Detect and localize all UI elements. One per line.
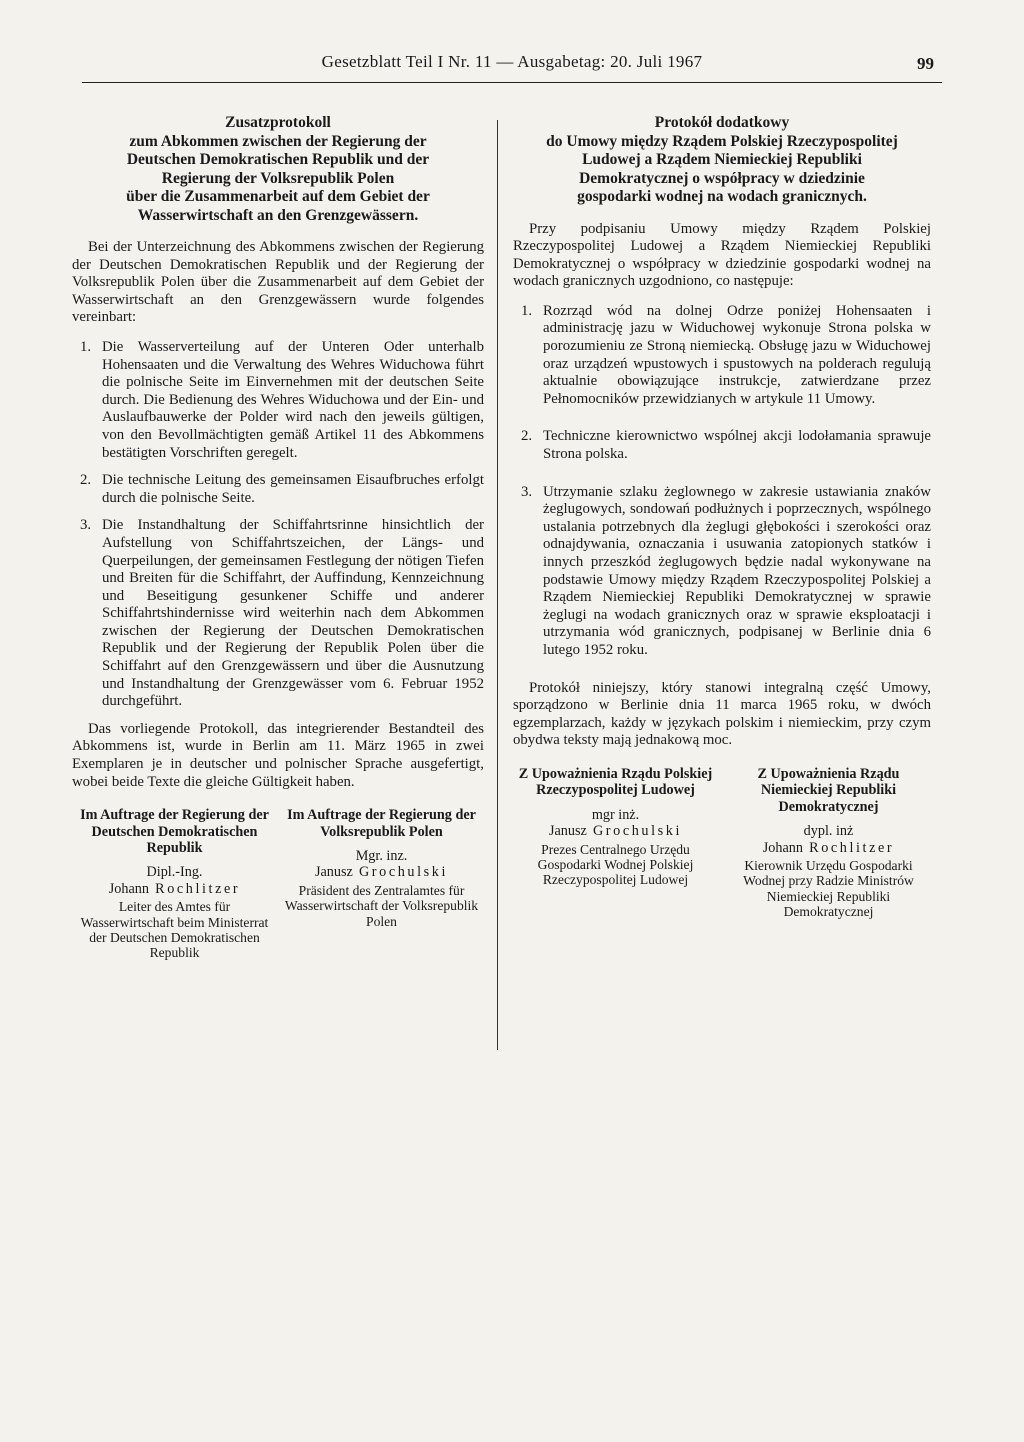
german-closing: Das vorliegende Protokoll, das integrierender Bestandteil des Abkommens ist, wurde in Berlin am 11. März 1965 in zwei Exemplaren je in deutscher und polnischer Sprache ausgefertigt, wobei beide Texte die gleiche Gültigkeit haben.	[72, 720, 484, 790]
item-text: Die Instandhaltung der Schiffahrtsrinne hinsichtlich der Aufstellung von Schiffahrtszeichen, der Längs- und Querpeilungen, der gemeinsamen Festlegung der nötigen Tiefen und Breiten für die Schiffahrt, der Auffindung, Kennzeichnung und Beseitigung gesunkener Schiffe und anderer Schiffahrtshindernisse wird weiterhin nach dem Abkommen zwischen der Regierung der Deutschen Demokratischen Republik und der Regierung der Republik Polen über die Schiffahrt auf den Grenzgewässern und über die Ausnutzung und Instandhaltung der Grenzgewässer vom 6. Februar 1952 durchgeführt.	[102, 517, 484, 710]
given-name: Janusz	[548, 823, 587, 840]
signatory-name	[279, 864, 484, 880]
item-text: Rozrząd wód na dolnej Odrze poniżej Hohensaaten i administrację jazu w Widuchowej wykonuje Strona polska w porozumieniu ze Stroną niemiecką. Obsługę jazu w Widuchowej oraz urządzeń wpustowych i spustowych na polderach regulują aktualnie obowiązujące instrukcje, zatwierdzane przez Pełnomocników przewidzianych w artykule 11 Umowy.	[543, 302, 931, 407]
german-item-3	[72, 517, 484, 711]
item-number: 3.	[521, 483, 533, 500]
signatory-role: Präsident des Zentralamtes für Wasserwirtschaft der Volksrepublik Polen	[284, 882, 479, 929]
item-number: 2.	[521, 428, 533, 445]
signatory-name	[726, 840, 931, 856]
polish-title	[513, 114, 931, 207]
polish-closing: Protokół niniejszy, który stanowi integralną część Umowy, sporządzono w Berlinie dnia 11 marca 1965 roku, w dwóch egzemplarzach, każdy w językach polskim i niemieckim, przy czym obydwa teksty mają jednakową moc.	[513, 679, 931, 749]
german-title-line: Deutschen Demokratischen Republik und der	[126, 151, 430, 168]
polish-title-line: Protokół dodatkowy	[654, 114, 790, 131]
german-column	[72, 114, 484, 961]
signature-block-prl	[513, 766, 718, 920]
item-number: 2.	[80, 472, 92, 489]
signature-heading: Im Auftrage der Regierung der Volksrepublik Polen	[287, 807, 476, 840]
polish-title-line: do Umowy między Rządem Polskiej Rzeczypospolitej	[546, 132, 898, 150]
german-title	[72, 114, 484, 225]
german-signatures	[72, 807, 484, 961]
signature-title: Dipl.-Ing.	[146, 864, 203, 881]
german-title-line: Wasserwirtschaft an den Grenzgewässern.	[137, 206, 419, 224]
german-item-1	[72, 339, 484, 462]
item-number: 3.	[80, 517, 92, 534]
signature-block-nrd	[726, 766, 931, 920]
signatory-role: Leiter des Amtes für Wasserwirtschaft beim Ministerrat der Deutschen Demokratischen Republik	[80, 899, 269, 961]
signature-heading: Z Upoważnienia Rządu Niemieckiej Republiki Demokratycznej	[757, 765, 900, 815]
signature-block-ddr	[72, 807, 277, 961]
item-text: Utrzymanie szlaku żeglownego w zakresie ustawiania znaków żeglugowych, sondowań podłużnych i poprzecznych, wspólnego ustalania potrzebnych dla żeglugi głębokości i szerokości oraz odnajdywania, oznaczania i usuwania zatopionych statków i innych przeszkód żeglugowych będzie nadal wykonywane na podstawie Umowy między Rządem Rzeczypospolitej Polskiej a Rządem Niemieckiej Republiki Demokratycznej w sprawie żeglugi na wodach granicznych oraz w sprawie eksploatacji i utrzymania wód granicznych, podpisanej w Berlinie dnia 6 lutego 1952 roku.	[543, 483, 931, 658]
polish-item-2	[513, 428, 931, 463]
item-number: 1.	[521, 302, 533, 319]
german-title-line: Regierung der Volksrepublik Polen	[161, 169, 395, 187]
surname: Grochulski	[592, 823, 683, 840]
german-item-2	[72, 472, 484, 507]
signature-title: mgr inż.	[591, 806, 640, 823]
german-title-line: über die Zusammenarbeit auf dem Gebiet der	[126, 188, 430, 205]
surname: Rochlitzer	[155, 880, 241, 897]
signature-block-polen	[279, 807, 484, 961]
given-name: Johann	[108, 880, 149, 897]
page-number: 99	[917, 54, 934, 73]
german-intro: Bei der Unterzeichnung des Abkommens zwischen der Regierung der Deutschen Demokratischen Republik und der Regierung der Volksrepublik Polen über die Zusammenarbeit auf dem Gebiet der Wasserwirtschaft an den Grenzgewässern wurde folgendes vereinbart:	[72, 239, 484, 326]
german-title-line: zum Abkommen zwischen der Regierung der	[129, 132, 427, 150]
signatory-name	[72, 881, 277, 897]
signature-heading: Z Upoważnienia Rządu Polskiej Rzeczypospolitej Ludowej	[518, 765, 713, 799]
item-text: Die Wasserverteilung auf der Unteren Oder unterhalb Hohensaaten und die Verwaltung des Wehres Widuchowa führt die polnische Seite im Einvernehmen mit der deutschen Seite durch. Die Bedienung des Wehres Widuchowa und der Ein- und Auslaufbauwerke der Polder wird nach den jeweils gültigen, von den Bevollmächtigten gemäß Artikel 11 des Abkommens bestätigten Vorschriften geregelt.	[102, 338, 484, 461]
signature-title: dypl. inż	[803, 823, 854, 840]
polish-title-line: Ludowej a Rządem Niemieckiej Republiki	[582, 151, 862, 168]
signature-heading: Im Auftrage der Regierung der Deutschen Demokratischen Republik	[80, 807, 269, 857]
polish-column	[513, 114, 931, 920]
signatory-name	[513, 823, 718, 839]
given-name: Johann	[762, 839, 803, 856]
german-title-line: Zusatzprotokoll	[225, 114, 331, 131]
polish-title-line: Demokratycznej o współpracy w dziedzinie	[579, 169, 865, 187]
polish-item-3	[513, 484, 931, 660]
item-text: Techniczne kierownictwo wspólnej akcji lodołamania sprawuje Strona polska.	[543, 428, 931, 463]
header-rule	[82, 82, 942, 83]
polish-title-line: gospodarki wodnej na wodach granicznych.	[577, 188, 867, 205]
polish-signatures	[513, 766, 931, 920]
item-text: Die technische Leitung des gemeinsamen Eisaufbruches erfolgt durch die polnische Seite.	[102, 472, 484, 506]
polish-intro: Przy podpisaniu Umowy między Rządem Polskiej Rzeczypospolitej Ludowej a Rządem Niemieckiej Republiki Demokratycznej o współpracy w dziedzinie gospodarki wodnej na wodach granicznych uzgodniono, co następuje:	[513, 220, 931, 290]
signature-title: Mgr. inz.	[355, 848, 408, 865]
running-header: Gesetzblatt Teil I Nr. 11 — Ausgabetag: 20. Juli 1967	[321, 52, 703, 71]
signatory-role: Kierownik Urzędu Gospodarki Wodnej przy Radzie Ministrów Niemieckiej Republiki Demokratycznej	[743, 857, 914, 920]
item-number: 1.	[80, 338, 92, 355]
column-divider	[497, 120, 498, 1050]
signatory-role: Prezes Centralnego Urzędu Gospodarki Wodnej Polskiej Rzeczypospolitej Ludowej	[537, 841, 694, 888]
surname: Rochlitzer	[809, 839, 895, 856]
surname: Grochulski	[358, 864, 449, 881]
given-name: Janusz	[314, 864, 353, 881]
polish-item-1	[513, 303, 931, 409]
